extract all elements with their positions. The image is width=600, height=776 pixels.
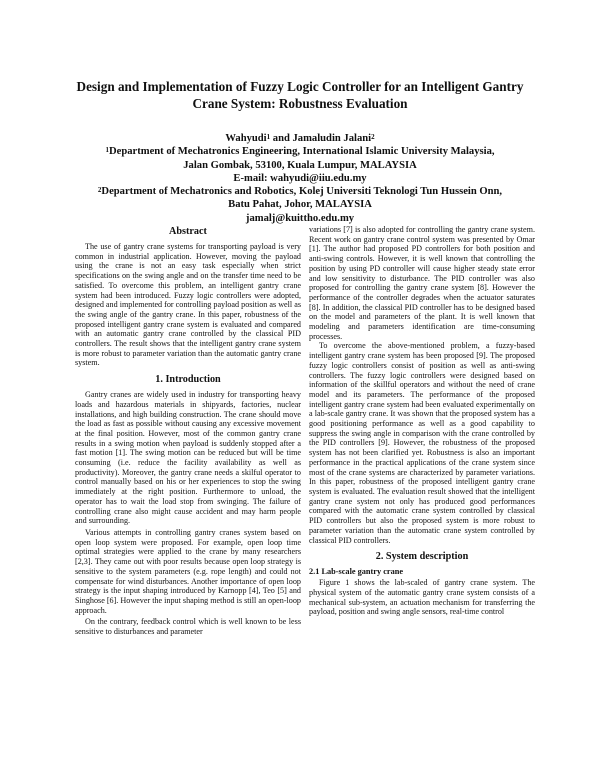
affiliation-1-line-1 xyxy=(60,145,540,158)
lab-scale-subheading: 2.1 Lab-scale gantry crane xyxy=(309,567,404,577)
title-line-1: Design and Implementation of Fuzzy Logic Controller for an Intelligent Gantry xyxy=(76,79,524,94)
affiliation-2-email: jamalj@kuittho.edu.my xyxy=(245,212,355,224)
author-block xyxy=(60,132,540,225)
affiliation-1-text: Department of Mechatronics Engineering, International Islamic University Malaysia, xyxy=(108,146,495,158)
intro-paragraph-3: On the contrary, feedback control which is well known to be less sensitive to disturbances and parameter xyxy=(75,617,301,637)
intro-paragraph-1: Gantry cranes are widely used in industry for transporting heavy loads and hazardous materials in shipyards, factories, nuclear installations, and high building construction. The crane should move the load as fast as possible without causing any excessive movement at the final position. However, most of the common gantry crane results in a swing motion when payload is suddenly stopped after a fast motion [1]. The swing motion can be reduced but will be time consuming (i.e. reduce the facility availability as well as productivity). Moreover, the gantry crane needs a skilful operator to control manually based on his or her experiences to stop the swing immediately at the right position. Furthermore to unload, the operator has to wait the load stop from swinging. The failure of controlling crane also might cause accident and may harm people and surrounding. xyxy=(75,390,301,526)
author-2-sup: 2 xyxy=(371,133,375,141)
right-column xyxy=(309,225,535,617)
affiliation-2-sup: 2 xyxy=(97,186,102,195)
author-2: and Jamaludin Jalani xyxy=(270,133,372,144)
author-names xyxy=(60,132,540,145)
abstract-heading: Abstract xyxy=(169,226,207,237)
paper-header xyxy=(60,78,540,225)
affiliation-1-email: E-mail: wahyudi@iiu.edu.my xyxy=(233,172,367,184)
affiliation-1-sup: 1 xyxy=(105,146,109,155)
abstract-text: The use of gantry crane systems for transporting payload is very common in industrial application. However, moving the payload using the crane is not an easy task especially when strict specifications on the swing angle and on the transfer time need to be satisfied. To overcome this problem, an intelligent gantry crane system had been introduced. Fuzzy logic controllers were adopted, designed and implemented for controlling payload position as well as the swing angle of the gantry crane. In this paper, robustness of the proposed intelligent gantry crane system is evaluated and compared with an automatic gantry crane controlled by the classical PID controllers. The result shows that the intelligent gantry crane system is more robust to parameter variation than the automatic gantry crane system. xyxy=(75,242,301,368)
affiliation-2-line-1 xyxy=(60,185,540,198)
paper-title xyxy=(60,78,540,112)
system-paragraph-1: Figure 1 shows the lab-scaled of gantry crane system. The physical system of the automatic gantry crane system consists of a mechanical sub-system, an actuation mechanism for transferring the payload, position and swing angle sensors, real-time control xyxy=(309,578,535,617)
intro-paragraph-4: variations [7] is also adopted for controlling the gantry crane system. Recent work on gantry crane control system was presented by Omar [1]. The author had proposed PD controllers for both position and anti-swing controls. However, it is well known that controlling the position by using PD controller will cause higher steady state error and low sensitivity to disturbance. The PID controller was also proposed for controlling the gantry crane system [8]. However the performance of the controller degrades when the actuator saturates [8]. In addition, the classical PID controller has to be designed based on the model and parameters of the plant. It is well known that modeling and parameters identification are time-consuming processes. xyxy=(309,225,535,341)
affiliation-2-text: Department of Mechatronics and Robotics, Kolej Universiti Teknologi Tun Hussein Onn, xyxy=(101,186,503,198)
intro-paragraph-2: Various attempts in controlling gantry cranes system based on open loop system were proposed. For example, open loop time optimal strategies were applied to the crane by many researchers [2,3]. They came out with poor results because open loop strategy is sensitive to the system parameters (e.g. rope length) and could not compensate for wind disturbances. Another importance of open loop strategy is the input shaping introduced by Karnopp [4], Teo [5] and Singhose [6]. However the input shaping method is still an open-loop approach. xyxy=(75,527,301,615)
left-column xyxy=(75,226,301,637)
author-1: Wahyudi xyxy=(225,133,267,144)
system-description-heading: 2. System description xyxy=(375,551,469,563)
affiliation-2-line-2: Batu Pahat, Johor, MALAYSIA xyxy=(228,199,372,211)
author-1-sup: 1 xyxy=(266,133,271,141)
affiliation-1-line-2: Jalan Gombak, 53100, Kuala Lumpur, MALAYSIA xyxy=(183,159,417,171)
intro-paragraph-5: To overcome the above-mentioned problem, a fuzzy-based intelligent gantry crane system has been proposed [9]. The proposed fuzzy logic controllers consist of position as well as anti-swing controllers. The fuzzy logic controllers were designed based on information of the skillful operators and without the need of crane model and its parameters. The performance of the proposed intelligent gantry crane system had been evaluated experimentally on a lab-scale gantry crane. It was shown that the proposed system has a good positioning performance as well as a good capability to suppress the swing angle in comparison with the crane controlled by the PID controllers [9]. However, the robustness of the proposed system has not been clarified yet. Robustness is also an important performance in the practical applications of the crane system since most of the crane systems are characterized by parameter variations. In this paper, robustness of the proposed intelligent gantry crane system is evaluated. The evaluation result showed that the intelligent gantry crane system not only has produced good performances compared with the automatic crane system controlled by classical PID controllers but also the proposed system is more robust to parameter variation than the automatic crane system controlled by classical PID controllers. xyxy=(309,341,535,545)
title-line-2: Crane System: Robustness Evaluation xyxy=(192,96,408,111)
introduction-heading: 1. Introduction xyxy=(155,374,221,386)
